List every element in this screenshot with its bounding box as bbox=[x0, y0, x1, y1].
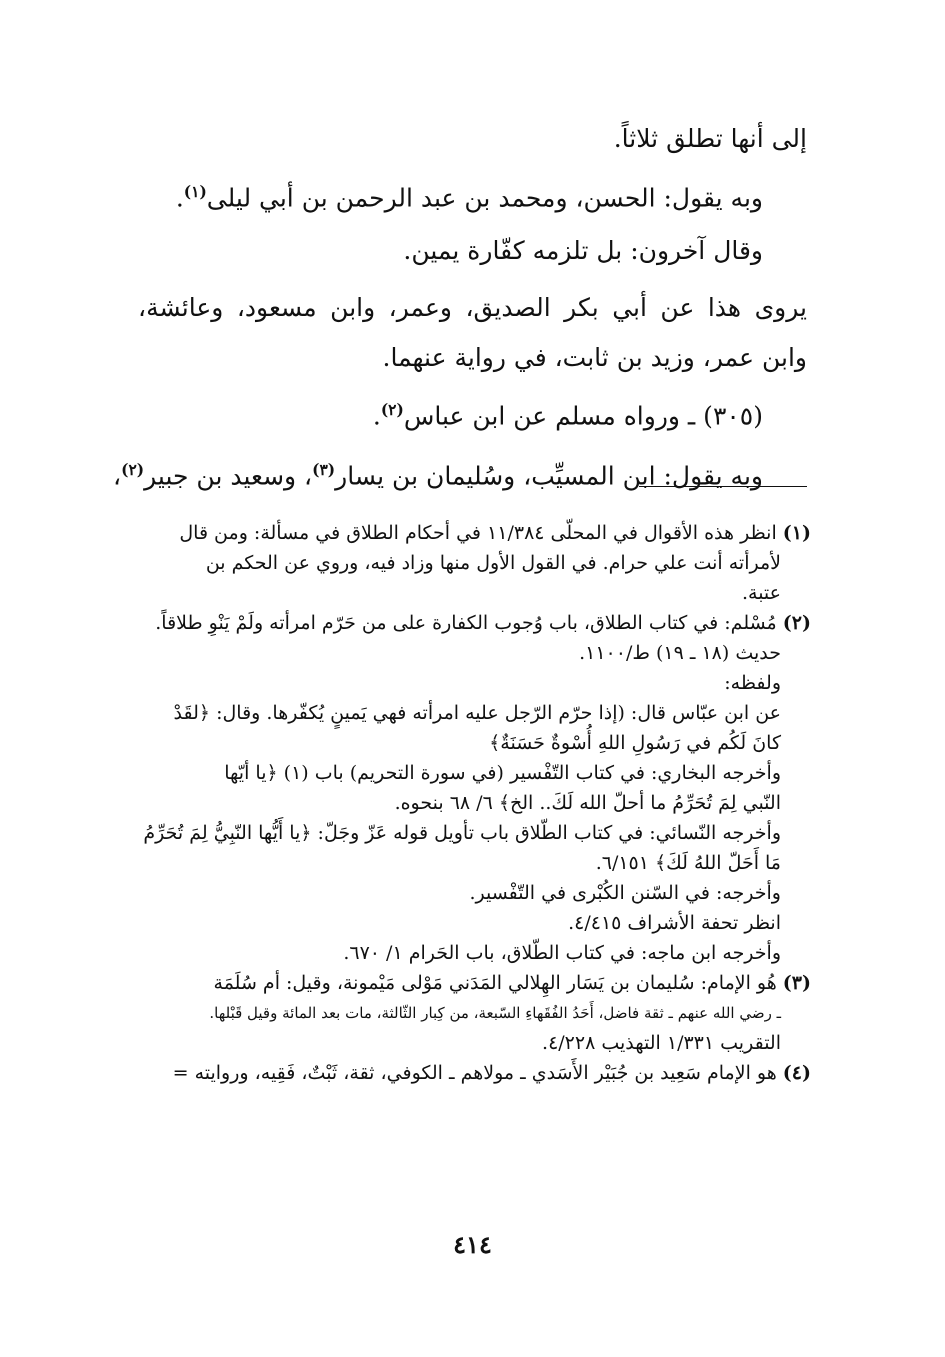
footnote-separator bbox=[639, 486, 807, 487]
footnote-ref-2: (٢) bbox=[380, 400, 404, 420]
main-line-1: إلى أنها تطلق ثلاثاً. bbox=[613, 124, 807, 153]
main-paragraph-4: يروى هذا عن أبي بكر الصديق، وعمر، وابن مسعود، وعائشة، وابن عمر، وزيد بن ثابت، في رواية عنهما. bbox=[138, 293, 807, 373]
footnote-number: (١) bbox=[782, 522, 811, 544]
footnote-number: (٤) bbox=[782, 1062, 811, 1084]
main-line-6: وبه يقول: ابن المسيِّب، وسُليمان بن يسار$^{(٣)}$، وسعيد بن جبير$^{(٢)}$، bbox=[113, 459, 763, 490]
footnote-3: (٣) هُو الإمام: سُليمان بن يَسَار الهِلالي المَدَني مَوْلى مَيْمونة، وقيل: أم سُلَمَة ـ رضي الله عنهم ـ ثقة فاضل، أَحَدُ الفُقَهاءِ السّبعة، من كِبار الثّالثة، مات بعد المائة وقيل قَبْلها. التقريب ١/٣٣١ التهذيب ٤/٢٢٨. bbox=[209, 972, 811, 1054]
page-number: ٤١٤ bbox=[453, 1230, 492, 1259]
main-text bbox=[113, 112, 807, 502]
footnote-4: (٤) هو الإمام سَعِيد بن جُبَيْر الأَسَدي ـ مولاهم ـ الكوفي، ثقة، ثَبْتٌ، فَقِيه، وروايته = bbox=[172, 1062, 811, 1084]
footnote-1: (١) انظر هذه الأقوال في المحلّى ١١/٣٨٤ في أحكام الطلاق في مسألة: ومن قال لأمرأته أنت علي حرام. في القول الأول منها وزاد فيه، وروي عن الحكم بن عتبة. bbox=[179, 522, 811, 604]
footnote-ref-3: (٣) bbox=[312, 459, 336, 479]
footnote-ref-1: (١) bbox=[183, 182, 207, 201]
main-line-3: وقال آخرون: بل تلزمه كفّارة يمين. bbox=[403, 236, 763, 266]
main-line-2: وبه يقول: الحسن، ومحمد بن عبد الرحمن بن أبي ليلى$^{(١)}$. bbox=[175, 182, 763, 213]
footnote-2: (٢) مُسْلم: في كتاب الطلاق، باب وُجوب الكفارة على من حَرّم امرأته ولَمْ يَنْوِ طلاقاً. حديث (١٨ ـ ١٩) ط/١١٠٠. ولفظه: عن ابن عبّاس قال: (إذا حرّم الرّجل عليه امرأته فهي يَمينٍ يُكفّرها. وقال: ﴿لقَدْ كانَ لَكُم في رَسُولِ اللهِ أُسْوةٌ حَسَنَةٌ﴾ وأخرجه البخاري: في كتاب التّفْسير (في سورة التحريم) باب (١) ﴿يا أيّها النّبي لِمَ تُحَرِّمُ ما أحلّ الله لَكَ.. الخ﴾ ٦/ ٦٨ بنحوه. وأخرجه النّسائي: في كتاب الطّلاق باب تأويل قوله عَزّ وجَلّ: ﴿يا أَيُّها النّبِيُّ لِمَ تُحَرِّمُ مَا أَحَلّ اللهُ لَكَ﴾ ٦/١٥١. وأخرجه: في السّنن الكُبْرى في التّفْسير. انظر تحفة الأشراف ٤/٤١٥. وأخرجه ابن ماجه: في كتاب الطّلاق، باب الحَرام ١/ ٦٧٠. bbox=[143, 612, 811, 964]
footnotes bbox=[110, 518, 811, 1088]
main-line-5: (٣٠٥) ـ ورواه مسلم عن ابن عباس$^{(٢)}$. bbox=[372, 400, 763, 431]
footnote-number: (٢) bbox=[782, 612, 811, 634]
footnote-ref-4: (٢) bbox=[121, 459, 145, 479]
footnote-number: (٣) bbox=[782, 972, 811, 994]
